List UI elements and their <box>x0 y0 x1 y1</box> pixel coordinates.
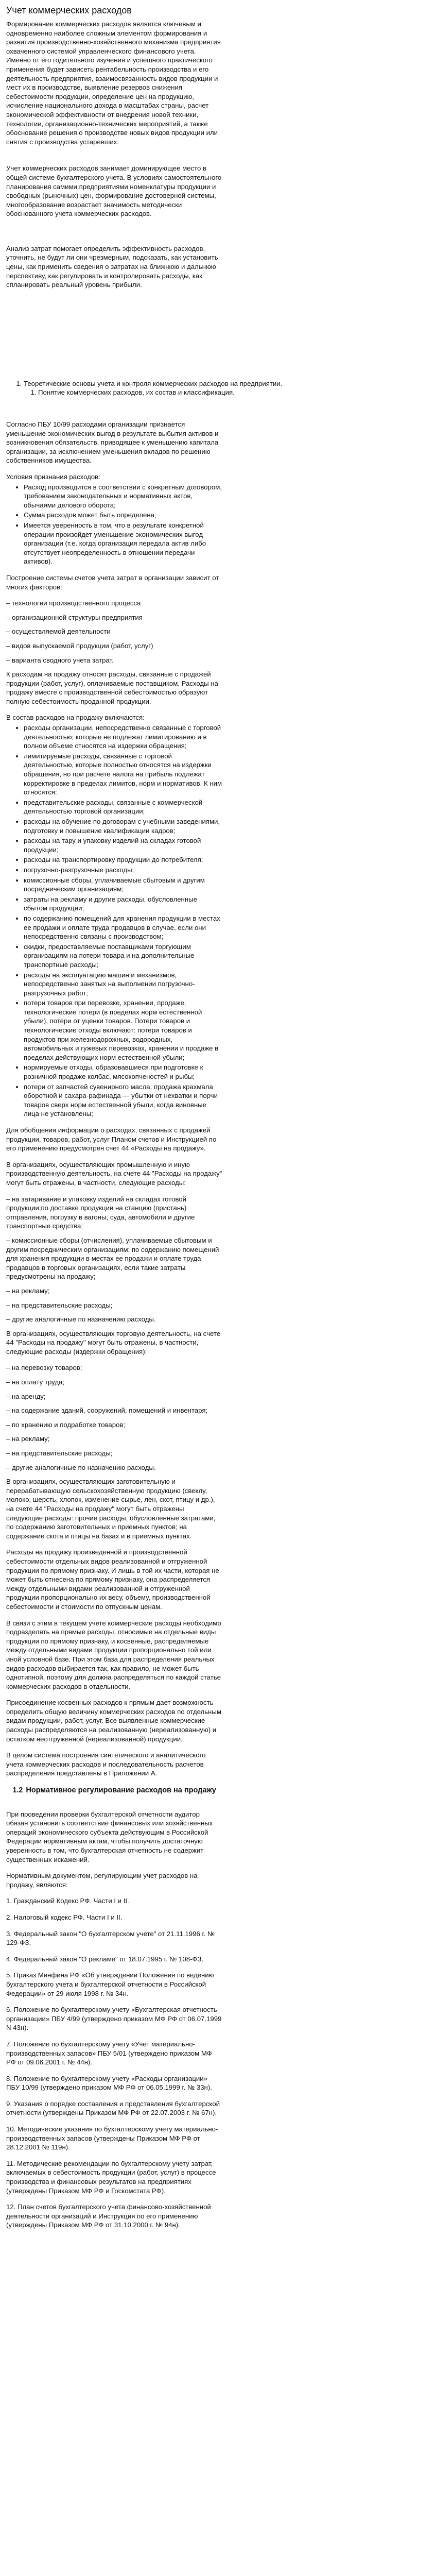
paragraph: В организациях, осуществляющих заготовительную и перерабатывающую сельскохозяйственную продукцию (свеклу, молоко, шерсть, хлопок, изменение сырье, лен, скот, птицу и др.), на счете 44 "Расходы на продажу" могут быть отражены следующие расходы: прочие расходы, обусловленные затратами, по содержанию заготовительных и приемных пунктов; на содержание скота и птицы на базах и в приемных пунктах. <box>6 1478 216 1540</box>
list-item: • лимитируемые расходы, связанные с торговой деятельностью, которые полностью относятся на издержки обращения, но при расчете налога на прибыль подлежат корректировке в пределах лимитов, норм и нормативов. К ним относятся: <box>24 752 222 797</box>
list-item: – на оплату труда; <box>6 1378 65 1386</box>
paragraph: В организациях, осуществляющих промышленную и иную производственную деятельность, на счете 44 "Расходы на продажу" могут быть отражены, в частности, следующие расходы: <box>6 1160 222 1187</box>
toc-item-label: Теоретические основы учета и контроля коммерческих расходов на предприятии. <box>24 379 283 387</box>
list-item: – видов выпускаемой продукции (работ, услуг) <box>6 641 153 650</box>
list-item: • Расход производится в соответствии с конкретным договором, требованием законодательных и нормативных актов, обычаями делового оборота; <box>24 483 222 510</box>
list-item: – на содержание зданий, сооружений, помещений и инвентаря; <box>6 1406 208 1415</box>
trade-expenses-list <box>6 1363 222 1472</box>
list-item: • расходы на обучение по договорам с учебными заведениями, подготовку и повышение квалификации кадров; <box>24 817 222 835</box>
conditions-list <box>6 483 222 566</box>
paragraph: Нормативным документом, регулирующим учет расходов на продажу, являются: <box>6 1872 198 1889</box>
paragraph: Для обобщения информации о расходах, связанных с продажей продукции, товаров, работ, услуг Планом счетов и Инструкцией по его применению предусмотрен счет 44 «Расходы на продажу». <box>6 1126 217 1153</box>
list-item: – технологии производственного процесса <box>6 599 141 607</box>
paragraph: При проведении проверки бухгалтерской отчетности аудитор обязан установить соответствие финансовых или хозяйственных операций экономического субъекта действующим в Российской Федерации нормативным актам, чтобы получить достаточную уверенность в том, что бухгалтерская отчетность не содержит существенных искажений. <box>6 1810 213 1863</box>
list-item: • Имеется уверенность в том, что в результате конкретной операции произойдет уменьшение экономических выгод организации (т.е. когда организация передала актив либо отсутствует неопределенность в отношении передачи активов). <box>24 521 222 566</box>
list-item: • представительские расходы, связанные с коммерческой деятельностью торговой организации; <box>24 798 222 816</box>
list-item: – по хранению и подработке товаров; <box>6 1420 126 1429</box>
list-item: 6. Положение по бухгалтерскому учету «Бухгалтерская отчетность организации» ПБУ 4/99 (утверждено приказом МФ РФ от 06.07.1999 N 43н). <box>6 2006 222 2032</box>
list-item: • расходы на эксплуатацию машин и механизмов, непосредственно занятых на выполнении погрузочно-разгрузочных работ; <box>24 971 222 998</box>
industrial-expenses-list <box>6 1195 222 1324</box>
list-item: 8. Положение по бухгалтерскому учету «Расходы организации» ПБУ 10/99 (утверждено приказом МФ РФ от 06.05.1999 г. № 33н). <box>6 2074 212 2092</box>
paragraph: Условия признания расходов: <box>6 473 100 481</box>
list-item: – на рекламу; <box>6 1286 50 1295</box>
list-item: • расходы на тару и упаковку изделий на складах готовой продукции; <box>24 836 222 854</box>
list-item: • погрузочно-разгрузочные расходы; <box>24 866 222 875</box>
list-item: – другие аналогичные по назначению расходы. <box>6 1315 156 1324</box>
intro-paragraph: Формирование коммерческих расходов является ключевым и одновременно наиболее сложным элементом формирования и развития производственно-хозяйственного механизма предприятия охваченного системой управленческого финансового учета. Именно от его годительного изучения и успешного практического применения будет зависеть рентабельность производства и его деятельность предприятия, взаимосвязанность видов продукции и мест их в производстве, выявление резервов снижения себестоимости продукции, определение цен на продукцию, исчисление национального дохода в масштабах страны, расчет экономической эффективности от внедрения новой техники, технологии, организационно-технических мероприятий, а также обоснование решения о производстве новых видов продукции или снятия с производства устаревших. <box>6 20 221 146</box>
list-item: • комиссионные сборы, уплачиваемые сбытовым и другим посредническим организациям; <box>24 876 222 894</box>
list-item: – на представительские расходы; <box>6 1301 113 1309</box>
list-item: 4. Федеральный закон "О рекламе" от 18.07.1995 г. № 108-ФЗ. <box>6 1955 204 1963</box>
toc-subitem[interactable] <box>38 388 430 397</box>
paragraph: Построение системы счетов учета затрат в организации зависит от многих факторов: <box>6 573 219 591</box>
list-item: – на рекламу; <box>6 1435 50 1443</box>
factors-list <box>6 599 222 665</box>
section-heading-text: Нормативное регулирование расходов на продажу <box>26 1786 216 1795</box>
section-number: 1.2 <box>12 1786 23 1795</box>
list-item: – на представительские расходы; <box>6 1449 113 1458</box>
list-item: • расходы организации, непосредственно связанные с торговой деятельностью; которые не подлежат лимитированию и в полном объеме относятся на издержки обращения; <box>24 723 222 751</box>
list-item: 7. Положение по бухгалтерскому учету «Учет материально-производственных запасов» ПБУ 5/01 (утверждено приказом МФ РФ от 09.06.2001 г. № 44н). <box>6 2040 212 2066</box>
list-item: – на затаривание и упаковку изделий на складах готовой продукции;по доставке продукции на станцию (пристань) отправления, погрузку в вагоны, суда, автомобили и другие транспортные средства; <box>6 1195 195 1230</box>
intro-block <box>6 20 222 290</box>
list-item: 5. Приказ Минфина РФ «Об утверждении Положения по ведению бухгалтерского учета и бухгалтерской отчетности в Российской Федерации» от 29 июля 1998 г. № 34н. <box>6 1971 214 1997</box>
list-item: – комиссионные сборы (отчисления), уплачиваемые сбытовым и другим посредническим организациям; по содержанию помещений для хранения продукции в местах ее продажи и оплате труда продавцов в торговых организациях, если такие затраты предусмотрены на продажу; <box>6 1236 219 1281</box>
section-heading <box>6 1786 222 1795</box>
list-item: – осуществляемой деятельности <box>6 628 111 636</box>
list-item: 10. Методические указания по бухгалтерскому учету материально-производственных запасов (утверждены Приказом МФ РФ от 28.12.2001 № 119н). <box>6 2125 218 2151</box>
list-item: 1. Гражданский Кодекс РФ. Части I и II. <box>6 1897 129 1905</box>
paragraph: В состав расходов на продажу включаются: <box>6 714 145 722</box>
list-item: • по содержанию помещений для хранения продукции в местах ее продажи и оплате труда продавцов в случае, если они непосредственно связаны с производством; <box>24 914 222 941</box>
list-item: 2. Налоговый кодекс РФ. Части I и II. <box>6 1913 123 1921</box>
normative-docs-list <box>6 1896 222 2230</box>
list-item: – на перевозку товаров; <box>6 1364 82 1372</box>
paragraph: Согласно ПБУ 10/99 расходами организации признается уменьшение экономических выгод в результате выбытия активов и возникновения обязательств, приводящее к уменьшению капитала организации, за исключением уменьшения вкладов по решению собственников имущества. <box>6 420 219 465</box>
paragraph: К расходам на продажу относят расходы, связанные с продажей продукции (работ, услуг), оплачиваемые поставщиком. Расходы на продажу вместе с производственной себестоимостью образуют полную себестоимость проданной продукции. <box>6 670 218 705</box>
paragraph: В целом система построения синтетического и аналитического учета коммерческих расходов и последовательность расчетов распределения представлены в Приложении А. <box>6 1751 206 1777</box>
paragraph: Присоединение косвенных расходов к прямым дает возможность определить общую величину коммерческих расходов по отдельным видам продукции, работ, услуг. Все выявленные коммерческие расходы распределяются на реализованную (нереализованную) и остатком неотгруженной (нереализованной) продукции. <box>6 1699 221 1743</box>
intro-paragraph: Анализ затрат помогает определить эффективность расходов, уточнить, не будут ли они чрезмерным, подсказать, как установить цены, как применить сведения о затратах на ближнюю и дальнюю перспективу, как регулировать и контролировать расходы, как спланировать реальный уровень прибыли. <box>6 244 218 289</box>
paragraph: В связи с этим в текущем учете коммерческие расходы необходимо подразделять на прямые расходы, относимые на отдельные виды продукции по прямому признаку, и косвенные, распределяемые между отдельными видами продукции пропорционально той или иной условной базе. При этом база для распределения реальных видов расходов выбирается так, как правило, не может быть однотипной, поэтому для должна распределяться по каждой статье коммерческих расходов в отдельности. <box>6 1619 221 1690</box>
list-item: • скидки, предоставляемые поставщиками торгующим организациям на потери товара и на дополнительные транспортные расходы; <box>24 942 222 970</box>
list-item: • нормируемые отходы, образовавшиеся при подготовке к розничной продаже колбас, мясокопченостей и рыбы; <box>24 1063 222 1081</box>
document-title: Учет коммерческих расходов <box>6 5 132 15</box>
list-item: • потери товаров при перевозке, хранении, продаже, технологические потери (в пределах норм естественной убыли), потери от уценки товаров. Потери товаров и технологические отходы включают: потери товаров и продуктов при железнодорожных, водородных, автомобильных и гужевых перевозках, хранении и продаже в пределах действующих норм естественной убыли; <box>24 998 222 1062</box>
paragraph: В организациях, осуществляющих торговую деятельность, на счете 44 "Расходы на продажу" могут быть отражены, в частности, следующие расходы (издержки обращения): <box>6 1329 221 1355</box>
table-of-contents <box>6 379 430 397</box>
list-item: 12. План счетов бухгалтерского учета финансово-хозяйственной деятельности организаций и Инструкция по его применению (утверждены Приказом МФ РФ от 31.10.2000 г. № 94н). <box>6 2203 211 2229</box>
sale-expenses-list <box>6 723 222 1118</box>
list-item: 11. Методические рекомендации по бухгалтерскому учету затрат, включаемых в себестоимость продукции (работ, услуг) в процессе производства и финансовых результатов на предприятиях (утверждены Приказом МФ РФ и Госкомстата РФ). <box>6 2159 216 2195</box>
list-item: – на аренду; <box>6 1392 46 1400</box>
list-item: • Сумма расходов может быть определена; <box>24 511 222 520</box>
toc-subitem-label: Понятие коммерческих расходов, их состав и классификация. <box>38 388 235 397</box>
list-item: – варианта сводного учета затрат. <box>6 656 114 664</box>
list-item: • затраты на рекламу и другие расходы, обусловленные сбытом продукции; <box>24 895 222 913</box>
paragraph: Расходы на продажу произведенной и производственной себестоимости отдельных видов реализованной и отгруженной продукции по прямому признаку. И лишь в той их части, которая не может быть отнесена по прямому признаку, она распределяется между отдельными видами реализованной и отгруженной продукции пропорционально их весу, объему, производственной себестоимости и стоимости по отпускным ценам. <box>6 1548 219 1611</box>
list-item: – организационной структуры предприятия <box>6 613 143 621</box>
list-item: • потери от запчастей сувенирного масла, продажа крахмала оборотной и сахара-рафинада — убытки от нехватки и порчи товаров сверх норм естественной убыли, когда виновные лица не установлены; <box>24 1082 222 1118</box>
list-item: 3. Федеральный закон "О бухгалтерском учете" от 21.11.1996 г. № 129-ФЗ. <box>6 1929 215 1947</box>
list-item: – другие аналогичные по назначению расходы. <box>6 1463 156 1471</box>
body-block-1 <box>6 420 222 2230</box>
intro-paragraph: Учет коммерческих расходов занимает доминирующее место в общей системе бухгалтерского учета. В условиях самостоятельного планирования самими предприятиями номенклатуры продукции и свободных (рыночных) цен, формирование достоверной системы, многообразование возрастает значимость методически обоснованного учета коммерческих расходов. <box>6 164 222 218</box>
list-item: • расходы на транспортировку продукции до потребителя; <box>24 855 222 865</box>
list-item: 9. Указания о порядке составления и представления бухгалтерской отчетности (утверждены Приказом МФ РФ от 22.07.2003 г. № 67н). <box>6 2099 220 2117</box>
toc-item[interactable] <box>24 379 430 397</box>
